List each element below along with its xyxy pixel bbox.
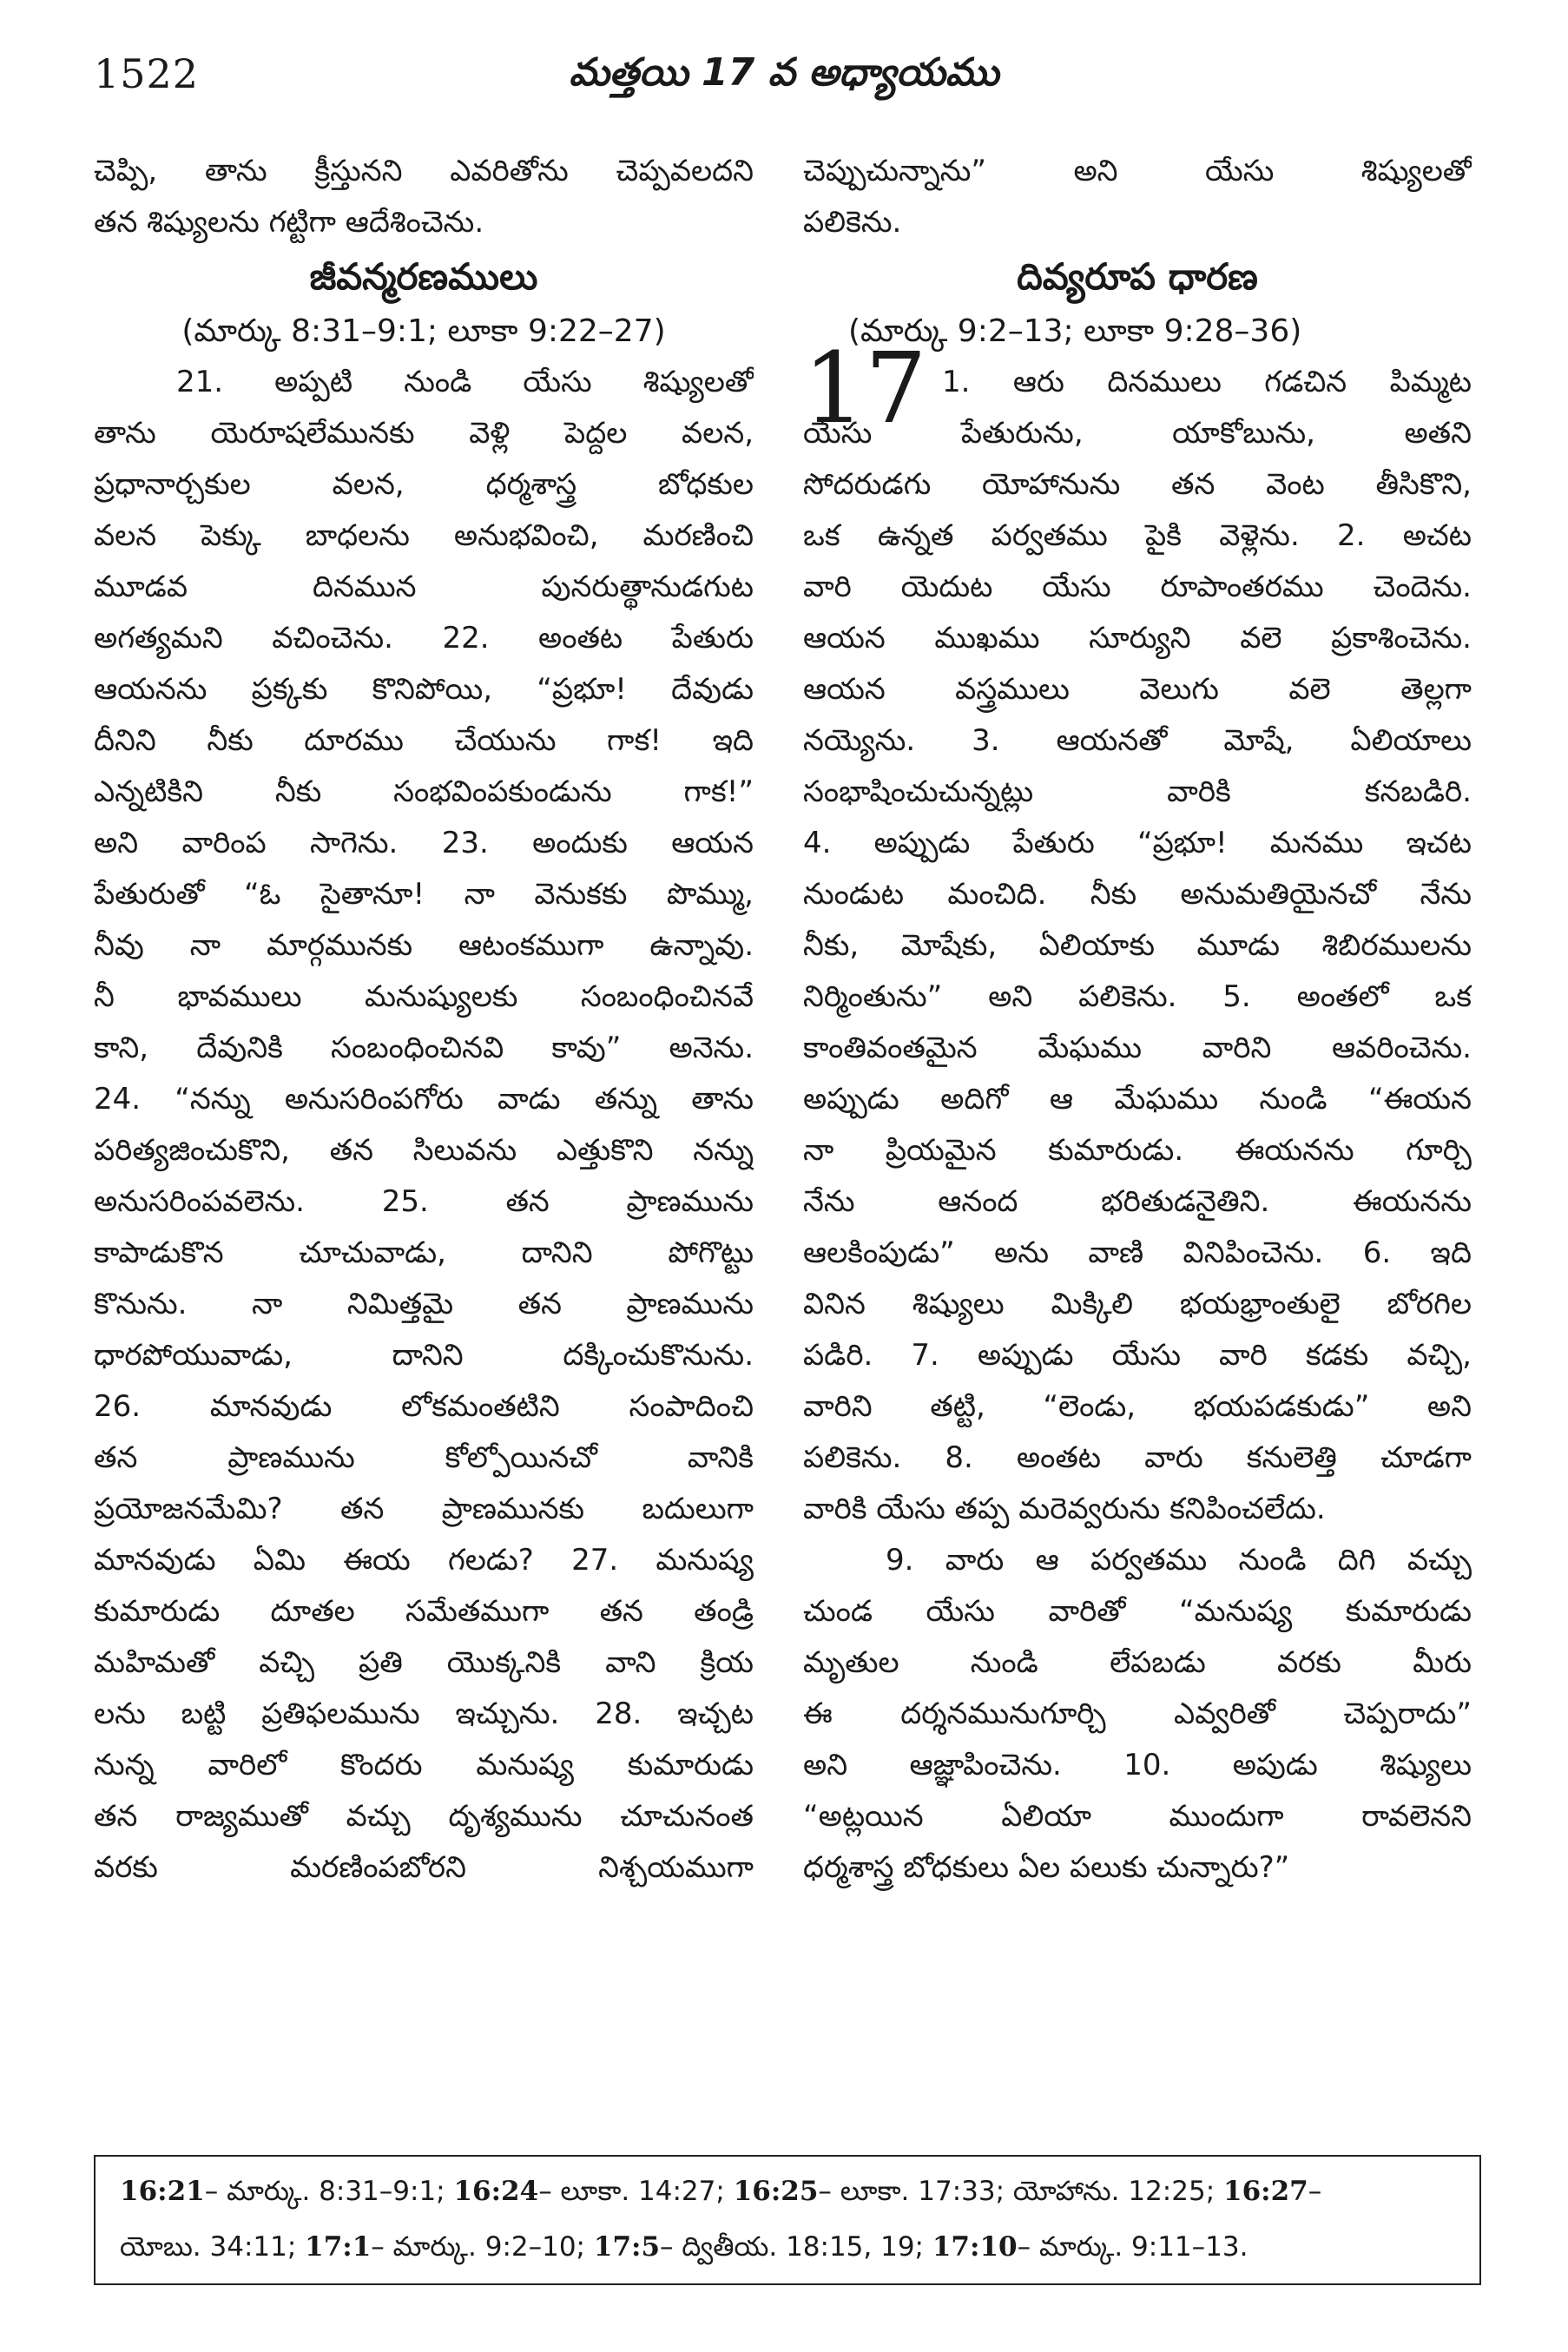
text-line: ఆలకింపుడు” అను వాణి వినిపించెను. 6. ఇది <box>803 1235 1472 1270</box>
text-line: “అట్లయిన ఏలియా ముందుగా రావలెనని <box>803 1799 1472 1834</box>
text-line: యేసు పేతురును, యాకోబును, అతని <box>803 416 1472 451</box>
text-line: నీ భావములు మనుష్యులకు సంబంధించినవే <box>94 979 754 1014</box>
text-line: నీకు, మోషేకు, ఏలియాకు మూడు శిబిరములను <box>803 928 1472 963</box>
text-line: అని వారింప సాగెను. 23. అందుకు ఆయన <box>94 826 754 860</box>
text-line: 24. “నన్ను అనుసరింపగోరు వాడు తన్ను తాను <box>94 1082 754 1117</box>
footnote-verse-ref: 17:10 <box>932 2231 1018 2263</box>
text-line: కాంతివంతమైన మేఘము వారిని ఆవరించెను. <box>803 1031 1472 1065</box>
right-paragraph-2 <box>803 1535 1472 1894</box>
text-line: 21. అప్పటి నుండి యేసు శిష్యులతో <box>176 365 754 399</box>
text-line: మృతుల నుండి లేపబడు వరకు మీరు <box>803 1645 1472 1680</box>
text-line: ఆయన వస్త్రములు వెలుగు వలె తెల్లగా <box>803 672 1472 707</box>
text-line: 1. ఆరు దినములు గడచిన పిమ్మట <box>942 365 1472 399</box>
right-body <box>803 357 1472 1535</box>
text-line: చుండ యేసు వారితో “మనుష్య కుమారుడు <box>803 1594 1472 1629</box>
left-column <box>94 146 754 1894</box>
footnote-verse-ref: 17:5 <box>593 2231 661 2263</box>
left-body <box>94 357 754 1894</box>
text-line: వారి యెదుట యేసు రూపాంతరము చెందెను. <box>803 570 1472 604</box>
text-line: నిర్మింతును” అని పలికెను. 5. అంతలో ఒక <box>803 979 1472 1014</box>
text-line: వారిని తట్టి, “లెండు, భయపడకుడు” అని <box>803 1389 1472 1424</box>
text-line: ప్రధానార్చకుల వలన, ధర్మశాస్త్ర బోధకుల <box>94 467 754 502</box>
text-line: ప్రయోజనమేమి? తన ప్రాణమునకు బదులుగా <box>94 1492 754 1526</box>
text-line: వినిన శిష్యులు మిక్కిలి భయభ్రాంతులై బోరగిల <box>803 1287 1472 1321</box>
text-line: వారికి యేసు తప్ప మరెవ్వరును కనిపించలేదు. <box>803 1492 1326 1526</box>
text-line: ధారపోయువాడు, దానిని దక్కించుకొనును. <box>94 1338 754 1373</box>
text-line: మూడవ దినమున పునరుత్థానుడగుట <box>94 570 754 604</box>
text-line: ఎన్నటికిని నీకు సంభవింపకుండును గాక!” <box>94 774 754 809</box>
footnote-text: – లూకా. 17:33; యోహాను. 12:25; <box>818 2176 1223 2207</box>
text-line: కాని, దేవునికి సంబంధించినవి కావు” అనెను. <box>94 1031 754 1065</box>
text-line: మానవుడు ఏమి ఈయ గలడు? 27. మనుష్య <box>94 1543 754 1578</box>
footnote-text: – లూకా. 14:27; <box>538 2176 734 2207</box>
footnote-text: – <box>1308 2176 1322 2207</box>
text-line: కాపాడుకొన చూచువాడు, దానిని పోగొట్టు <box>94 1235 754 1270</box>
text-line: ఆయన ముఖము సూర్యుని వలె ప్రకాశించెను. <box>803 621 1472 656</box>
page-number: 1522 <box>94 50 200 97</box>
text-line: ఈ దర్శనమునుగూర్చి ఎవ్వరితో చెప్పరాదు” <box>803 1696 1472 1731</box>
footnote-box <box>94 2155 1481 2285</box>
text-line: 4. అప్పుడు పేతురు “ప్రభూ! మనము ఇచట <box>803 826 1472 860</box>
text-line: తన రాజ్యముతో వచ్చు దృశ్యమును చూచునంత <box>94 1799 754 1834</box>
text-line: నుండుట మంచిది. నీకు అనుమతియైనచో నేను <box>803 877 1472 912</box>
text-line: 26. మానవుడు లోకమంతటిని సంపాదించి <box>94 1389 754 1424</box>
footnote-text: – మార్కు. 8:31–9:1; <box>204 2176 454 2207</box>
text-line: ధర్మశాస్త్ర బోధకులు ఏల పలుకు చున్నారు?” <box>803 1850 1290 1885</box>
text-line: వలన పెక్కు బాధలను అనుభవించి, మరణించి <box>94 518 754 553</box>
text-line: తాను యెరూషలేమునకు వెళ్లి పెద్దల వలన, <box>94 416 754 451</box>
text-line: అని ఆజ్ఞాపించెను. 10. అపుడు శిష్యులు <box>803 1748 1472 1782</box>
text-line: లను బట్టి ప్రతిఫలమును ఇచ్చును. 28. ఇచ్చట <box>94 1696 754 1731</box>
text-line: కుమారుడు దూతల సమేతముగా తన తండ్రి <box>94 1594 754 1629</box>
running-head: మత్తయి 17 వ అధ్యాయము <box>569 50 999 95</box>
text-line: పేతురుతో “ఓ సైతానూ! నా వెనుకకు పొమ్ము, <box>94 877 754 912</box>
cross-reference: (మార్కు 8:31–9:1; లూకా 9:22–27) <box>181 313 666 349</box>
footnote-line <box>120 2164 1455 2219</box>
footnote-text: – ద్వితీయ. 18:15, 19; <box>660 2231 932 2263</box>
section-heading: దివ్యరూప ధారణ <box>1017 255 1258 298</box>
footnote-text: – మార్కు. 9:2–10; <box>371 2231 594 2263</box>
chapter-number: 17 <box>803 333 927 445</box>
text-line: మహిమతో వచ్చి ప్రతి యొక్కనికి వాని క్రియ <box>94 1645 754 1680</box>
text-line: చెప్పుచున్నాను” అని యేసు శిష్యులతో <box>803 154 1472 188</box>
footnote-verse-ref: 16:24 <box>453 2176 539 2207</box>
text-line: నున్న వారిలో కొందరు మనుష్య కుమారుడు <box>94 1748 754 1782</box>
text-line: పలికెను. 8. అంతట వారు కనులెత్తి చూడగా <box>803 1440 1472 1475</box>
footnote-text: యోబు. 34:11; <box>120 2231 306 2263</box>
text-line: అప్పుడు అదిగో ఆ మేఘము నుండి “ఈయన <box>803 1082 1472 1117</box>
text-line: చెప్పి, తాను క్రీస్తునని ఎవరితోను చెప్పవలదని <box>94 154 754 188</box>
text-line: తన శిష్యులను గట్టిగా ఆదేశించెను. <box>94 205 484 240</box>
text-line: పడిరి. 7. అప్పుడు యేసు వారి కడకు వచ్చి, <box>803 1338 1472 1373</box>
text-line: 9. వారు ఆ పర్వతము నుండి దిగి వచ్చు <box>886 1543 1472 1578</box>
text-line: సోదరుడగు యోహానును తన వెంట తీసికొని, <box>803 467 1472 502</box>
footnote-verse-ref: 17:1 <box>305 2231 372 2263</box>
text-line: నయ్యెను. 3. ఆయనతో మోషే, ఏలియాలు <box>803 723 1472 758</box>
right-column <box>803 146 1472 1894</box>
chapter-opening <box>803 306 1472 1535</box>
text-line: తన ప్రాణమును కోల్పోయినచో వానికి <box>94 1440 754 1475</box>
text-line: ఆయనను ప్రక్కకు కొనిపోయి, “ప్రభూ! దేవుడు <box>94 672 754 707</box>
text-line: పరిత్యజించుకొని, తన సిలువను ఎత్తుకొని నన్ను <box>94 1133 754 1168</box>
right-intro <box>803 146 1472 248</box>
cross-reference: (మార్కు 9:2–13; లూకా 9:28–36) <box>848 313 1302 349</box>
footnote-verse-ref: 16:21 <box>120 2176 205 2207</box>
text-line: దీనిని నీకు దూరము చేయును గాక! ఇది <box>94 723 754 758</box>
text-line: పలికెను. <box>803 205 902 240</box>
left-intro <box>94 146 754 248</box>
text-line: అగత్యమని వచించెను. 22. అంతట పేతురు <box>94 621 754 656</box>
footnote-verse-ref: 16:27 <box>1223 2176 1308 2207</box>
text-line: నేను ఆనంద భరితుడనైతిని. ఈయనను <box>803 1184 1472 1219</box>
text-line: ఒక ఉన్నత పర్వతము పైకి వెళ్లెను. 2. అచట <box>803 518 1472 553</box>
footnote-line <box>120 2219 1455 2275</box>
footnote-text: – మార్కు. 9:11–13. <box>1017 2231 1248 2263</box>
text-line: అనుసరింపవలెను. 25. తన ప్రాణమును <box>94 1184 754 1219</box>
text-line: వరకు మరణింపబోరని నిశ్చయముగా <box>94 1850 754 1885</box>
text-line: నీవు నా మార్గమునకు ఆటంకముగా ఉన్నావు. <box>94 928 754 963</box>
section-heading: జీవన్మరణములు <box>309 255 538 298</box>
text-line: సంభాషించుచున్నట్లు వారికి కనబడిరి. <box>803 774 1472 809</box>
text-line: నా ప్రియమైన కుమారుడు. ఈయనను గూర్చి <box>803 1133 1472 1168</box>
text-line: కొనును. నా నిమిత్తమై తన ప్రాణమును <box>94 1287 754 1321</box>
footnote-verse-ref: 16:25 <box>733 2176 819 2207</box>
